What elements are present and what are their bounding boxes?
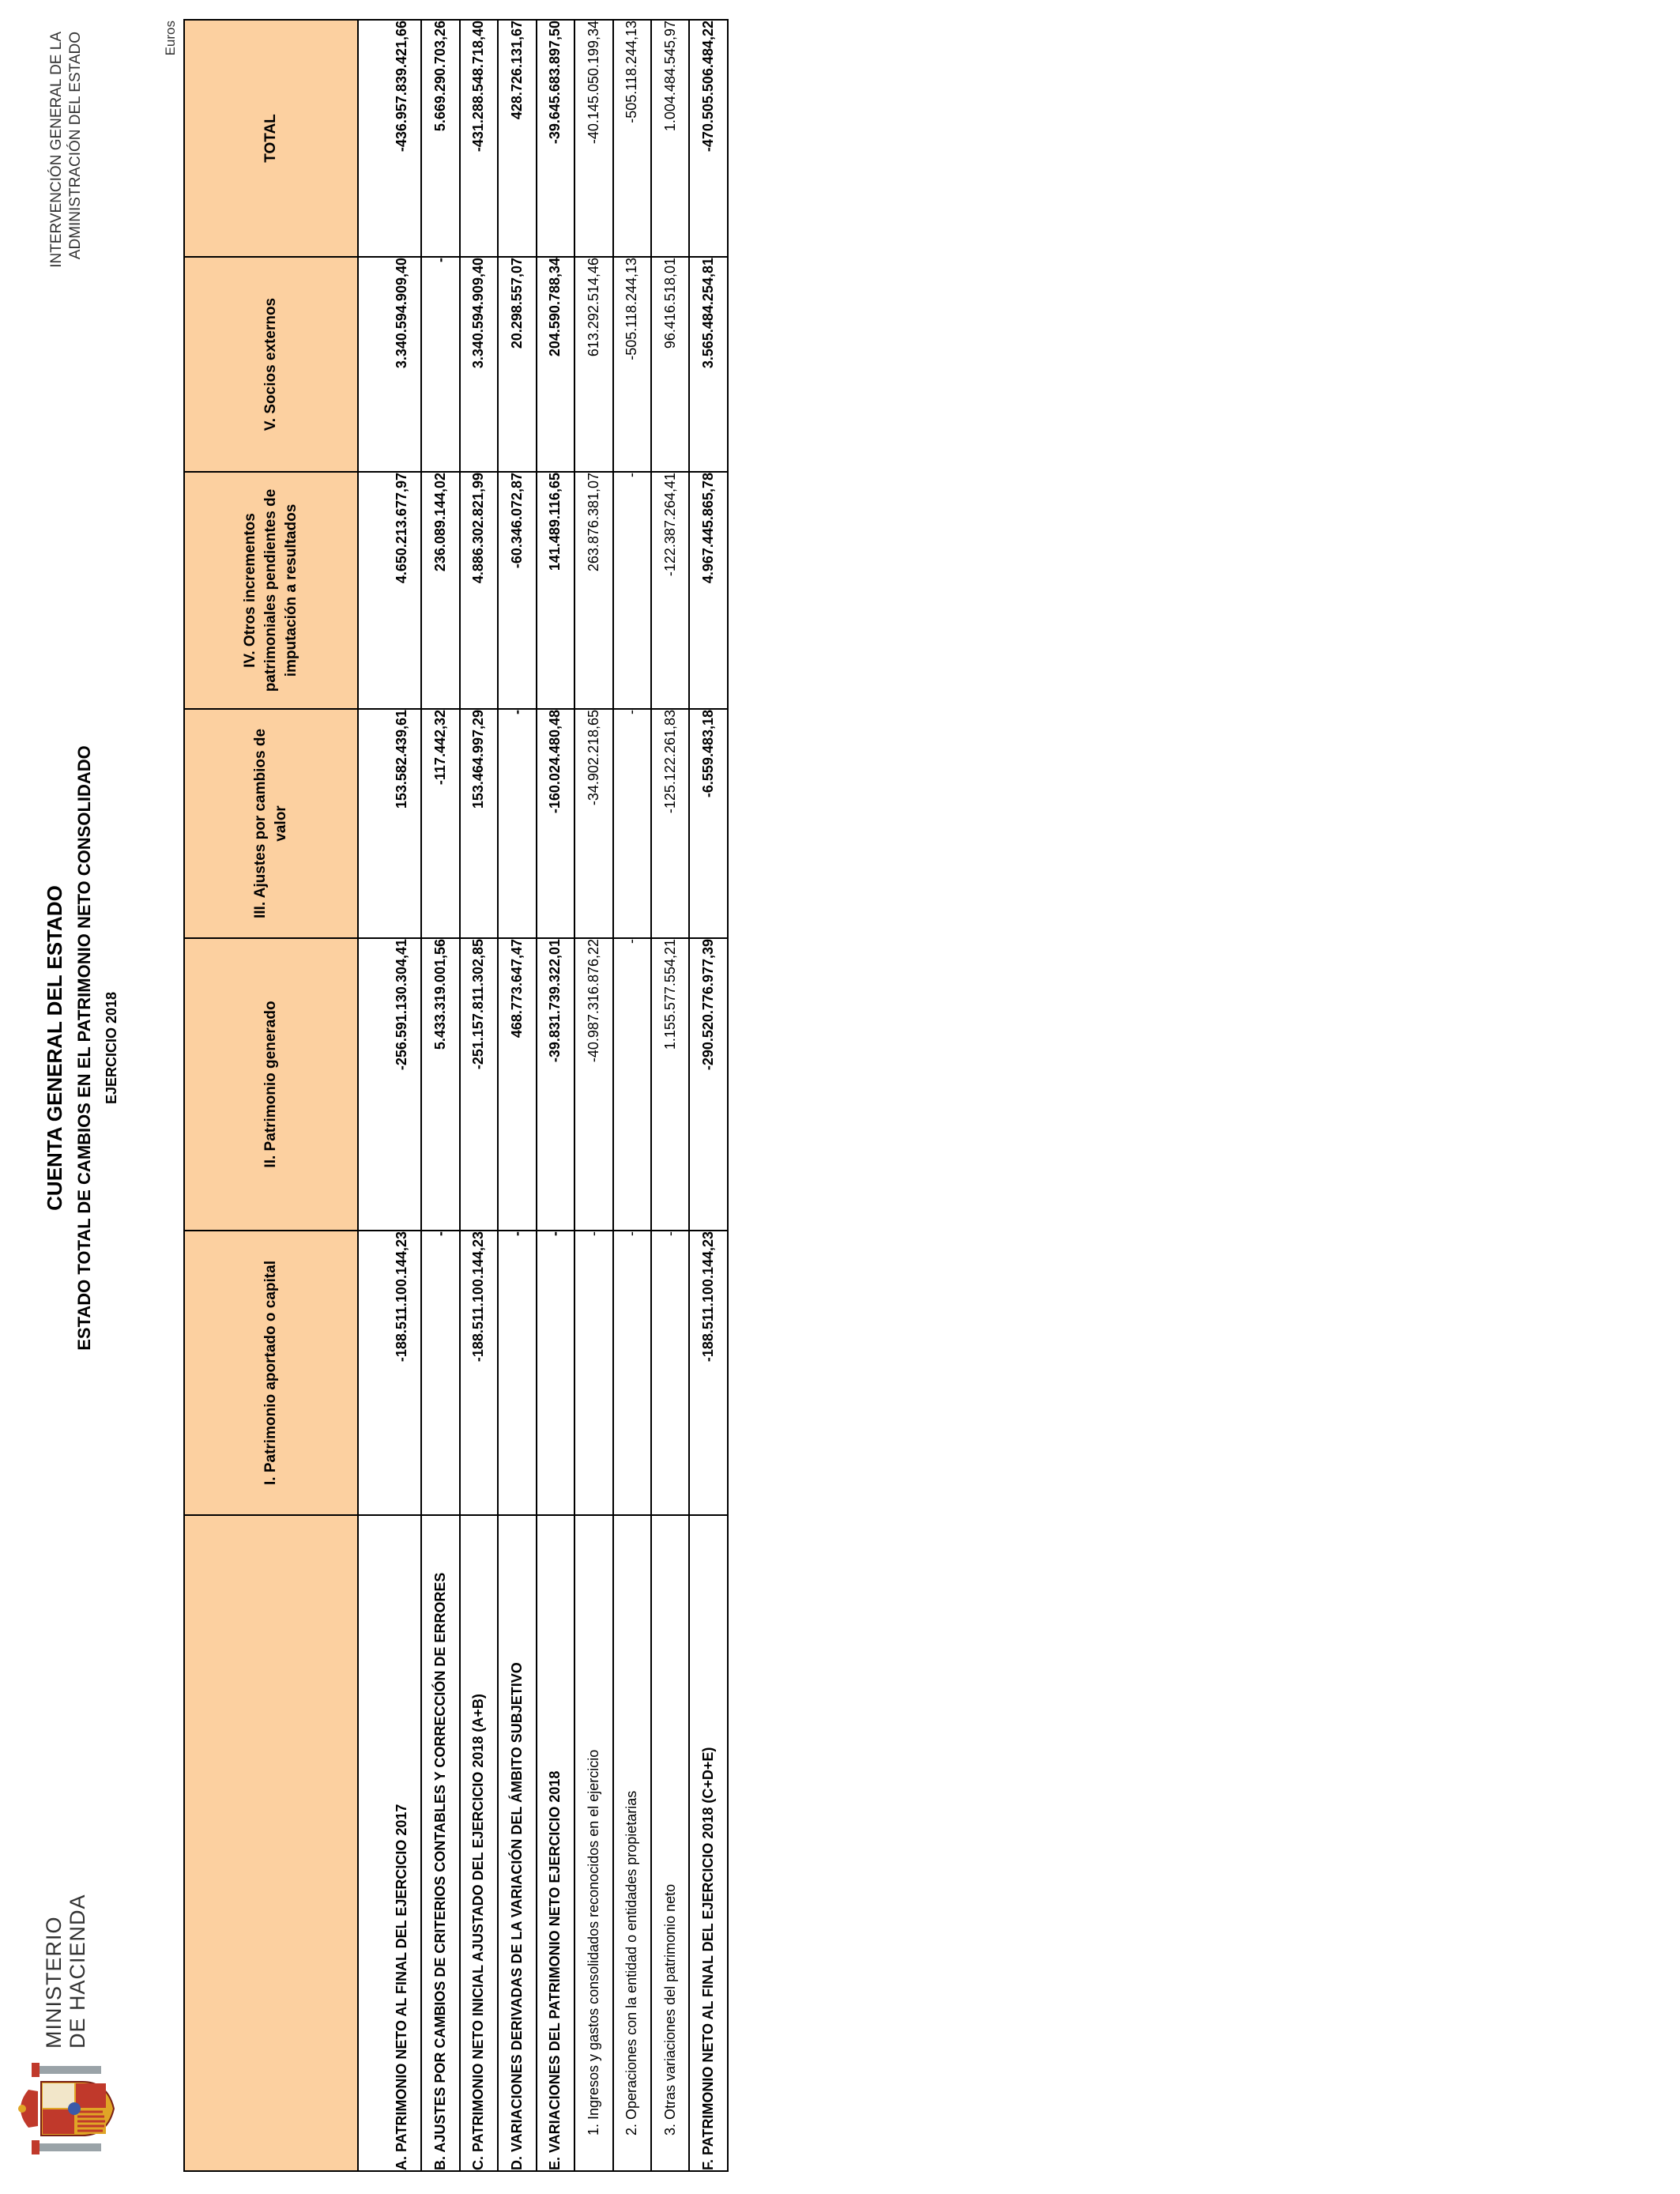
report-title: CUENTA GENERAL DEL ESTADO [43,885,66,1211]
cell-value: 5.433.319.001,56 [421,938,459,1231]
cell-value: - [498,709,536,938]
cell-value: 141.489.116,65 [537,472,574,709]
cell-value: - [613,472,651,709]
cell-value: -122.387.264,41 [651,472,689,709]
cell-value: 428.726.131,67 [498,20,536,257]
cell-value: - [421,257,459,472]
cell-value: -431.288.548.718,40 [460,20,498,257]
cell-value: -40.987.316.876,22 [574,938,612,1231]
cell-value: - [613,709,651,938]
cell-value: 1.004.484.545,97 [651,20,689,257]
cell-value: 3.340.594.909,40 [460,257,498,472]
cell-value: -60.346.072,87 [498,472,536,709]
cell-value: -39.831.739.322,01 [537,938,574,1231]
cell-value: -251.157.811.302,85 [460,938,498,1231]
cell-value: -470.505.506.484,22 [689,20,728,257]
row-label: 2. Operaciones con la entidad o entidades propietarias [613,1515,651,2171]
cell-value: -39.645.683.897,50 [537,20,574,257]
column-header-socios-externos: V. Socios externos [184,257,358,472]
cell-value: -40.145.050.199,34 [574,20,612,257]
table-row [421,20,459,2171]
table-row [574,20,612,2171]
units-label: Euros [163,21,178,56]
column-header-ajustes-valor: III. Ajustes por cambios de valor [184,709,358,938]
cell-value: - [574,1231,612,1515]
ministry-logo [14,1894,117,2154]
cell-value: -34.902.218,65 [574,709,612,938]
row-label: B. AJUSTES POR CAMBIOS DE CRITERIOS CONTABLES Y CORRECCIÓN DE ERRORES [421,1515,459,2171]
cell-value: 5.669.290.703,26 [421,20,459,257]
coat-of-arms-icon [14,2063,117,2154]
row-label: A. PATRIMONIO NETO AL FINAL DEL EJERCICIO 2017 [358,1515,421,2171]
report-titles [41,692,123,1404]
agency-name-line2: ADMINISTRACIÓN DEL ESTADO [67,32,84,260]
report-year: EJERCICIO 2018 [104,991,119,1105]
cell-value: 236.089.144,02 [421,472,459,709]
cell-value: - [613,938,651,1231]
table-row [460,20,498,2171]
cell-value: 3.340.594.909,40 [358,257,421,472]
row-label: C. PATRIMONIO NETO INICIAL AJUSTADO DEL EJERCICIO 2018 (A+B) [460,1515,498,2171]
equity-changes-table [183,19,729,2172]
cell-value: 204.590.788,34 [537,257,574,472]
report-subtitle: ESTADO TOTAL DE CAMBIOS EN EL PATRIMONIO NETO CONSOLIDADO [74,745,94,1351]
cell-value: 263.876.381,07 [574,472,612,709]
column-header-patrimonio-aportado: I. Patrimonio aportado o capital [184,1231,358,1515]
table-row [689,20,728,2171]
ministry-name-line1: MINISTERIO [42,1916,66,2049]
cell-value: -505.118.244,13 [613,20,651,257]
cell-value: -188.511.100.144,23 [689,1231,728,1515]
row-label: 3. Otras variaciones del patrimonio neto [651,1515,689,2171]
column-header-patrimonio-generado: II. Patrimonio generado [184,938,358,1231]
column-header-total: TOTAL [184,20,358,257]
table-header-row [184,20,358,2171]
cell-value: 468.773.647,47 [498,938,536,1231]
cell-value: -505.118.244,13 [613,257,651,472]
column-header-concept [184,1515,358,2171]
cell-value: -125.122.261,83 [651,709,689,938]
table-row [651,20,689,2171]
cell-value: -290.520.776.977,39 [689,938,728,1231]
cell-value: - [651,1231,689,1515]
cell-value: 613.292.514,46 [574,257,612,472]
cell-value: -188.511.100.144,23 [460,1231,498,1515]
cell-value: 4.967.445.865,78 [689,472,728,709]
cell-value: - [613,1231,651,1515]
table-row [498,20,536,2171]
table-row [537,20,574,2171]
row-label: E. VARIACIONES DEL PATRIMONIO NETO EJERCICIO 2018 [537,1515,574,2171]
cell-value: -6.559.483,18 [689,709,728,938]
cell-value: -436.957.839.421,66 [358,20,421,257]
cell-value: - [537,1231,574,1515]
cell-value: -188.511.100.144,23 [358,1231,421,1515]
cell-value: -160.024.480,48 [537,709,574,938]
row-label: F. PATRIMONIO NETO AL FINAL DEL EJERCICIO 2018 (C+D+E) [689,1515,728,2171]
cell-value: 96.416.518,01 [651,257,689,472]
cell-value: 1.155.577.554,21 [651,938,689,1231]
cell-value: 4.886.302.821,99 [460,472,498,709]
cell-value: 153.582.439,61 [358,709,421,938]
row-label: 1. Ingresos y gastos consolidados reconocidos en el ejercicio [574,1515,612,2171]
cell-value: -256.591.130.304,41 [358,938,421,1231]
ministry-name-line2: DE HACIENDA [66,1894,89,2049]
cell-value: 20.298.557,07 [498,257,536,472]
cell-value: 3.565.484.254,81 [689,257,728,472]
row-label: D. VARIACIONES DERIVADAS DE LA VARIACIÓN DEL ÁMBITO SUBJETIVO [498,1515,536,2171]
cell-value: 153.464.997,29 [460,709,498,938]
table-row [613,20,651,2171]
table-row [358,20,421,2171]
cell-value: 4.650.213.677,97 [358,472,421,709]
agency-name-line1: INTERVENCIÓN GENERAL DE LA [48,32,65,268]
cell-value: - [498,1231,536,1515]
agency-name [47,32,85,268]
column-header-otros-incrementos: IV. Otros incrementos patrimoniales pendientes de imputación a resultados [184,472,358,709]
cell-value: - [421,1231,459,1515]
cell-value: -117.442,32 [421,709,459,938]
